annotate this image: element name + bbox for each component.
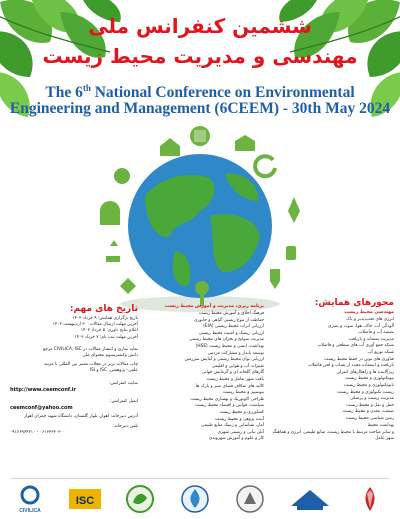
dates-panel	[10, 304, 138, 436]
phone-label: تلفن دبیرخانه:	[112, 423, 138, 429]
list-item: ریزآلاینده ها و راهکارهای کنترلی	[336, 369, 394, 375]
date-item: آخرین مهلت ثبت نام: ۷ خرداد ۱۴۰۳	[74, 334, 138, 340]
plant-icon	[286, 246, 296, 260]
list-item: مدیریت سوانح و بحران های محیط زیستی	[189, 337, 264, 343]
list-item: تغییرات آب و هوایی و اقلیمی	[211, 363, 264, 369]
site-label: سایت کنفرانس:	[109, 380, 138, 386]
civilica-logo-text: CIVILICA	[19, 508, 41, 514]
list-item: بیوتکنولوژی و محیط زیست	[345, 376, 394, 382]
list-item: آنلن نتانی و زیستی شهری	[217, 429, 264, 435]
list-item: طراحی اکوتوریک و بهسازی محیط زیست	[190, 396, 264, 402]
title-english-line2: Engineering and Management (6CEEM) - 30th May 2024	[9, 100, 391, 118]
indexing-line: نمایه سازی و انتشار مقالات در CIVILICA, ISC مرجع	[42, 346, 138, 352]
indexing-line: چاپ مقالات برتر در مجلات معتبر بین المللی با مرتبه	[44, 362, 138, 368]
date-item: تاریخ برگزاری همایش: ۹ خرداد ۱۴۰۳	[72, 316, 138, 321]
organization-logo	[232, 484, 268, 514]
list-item: سیاست، قوانین و اقتصاد محیط زیست	[195, 403, 264, 409]
topics-list	[266, 317, 394, 429]
list-item: تصفیه آب و فاضلاب	[358, 330, 394, 336]
list-item: مدیریت پسماند و بازیافت	[348, 336, 394, 342]
tree-crown-icon	[195, 281, 209, 295]
title-english-suffix: National Conference on Environmental	[90, 84, 355, 102]
isc-logo-icon	[67, 484, 103, 514]
civilica-logo	[12, 484, 48, 514]
water-org-logo	[177, 484, 213, 514]
title-english-sup: th	[82, 83, 91, 93]
list-item: ارزیابی ریسک و امنیت محیط زیستی	[198, 330, 264, 336]
list-item: کار و علوم و آموزش شهروندی	[208, 436, 264, 442]
email-link[interactable]: ceemconf@yahoo.com	[10, 405, 73, 412]
university-logo	[287, 484, 333, 514]
water-tap-icon	[114, 168, 130, 184]
list-item: ارزیابی اثرات محیط زیستی (EIA)	[203, 324, 264, 330]
list-item: گازهای گلخانه ای و گرمایش جهانی	[201, 370, 264, 376]
title-english	[0, 80, 400, 117]
indexing-line: علمی- پژوهشی، ISC و ISI	[89, 368, 138, 374]
list-item: بهداشت محیط	[367, 422, 394, 428]
indexing-line: دانش وکنسرسیوم محتوای ملی	[82, 353, 138, 359]
list-item: یافت شهر تعامل و محیط زیست	[206, 376, 264, 382]
topics-subheading: مهندسی محیط زیست	[344, 310, 394, 315]
programs-panel	[140, 304, 264, 443]
water-org-logo-icon	[180, 484, 210, 514]
list-item: آینده پژوهی و محیط زیست	[215, 416, 264, 422]
list-item: بیوسپیر و محیط زیست	[222, 390, 264, 396]
programs-list	[140, 311, 264, 443]
topics-panel	[266, 298, 394, 443]
title-persian-line1: ششمین کنفرانس ملی	[88, 14, 312, 38]
list-item: نانوتکنولوژی و محیط زیست	[344, 382, 394, 388]
recycle-icon	[235, 135, 255, 151]
list-item: آمار، شناسایی و ژنتیک منابع طبیعی	[201, 423, 264, 429]
list-item: حمل و نقل و محیط زیست	[346, 402, 394, 408]
bulb-icon	[100, 201, 120, 225]
list-item: مدیریت زیست و پزشکی	[349, 396, 394, 402]
phone-number: ۰۹۱۶۶۹۶۴۲۱۰ - ۰۶۱۳۳۳۳۰۳۰۰	[10, 429, 66, 435]
leaf-icon	[288, 197, 300, 223]
site-link[interactable]: http://www.ceemconf.ir	[10, 386, 76, 393]
topics-footer-note: و سایر مباحث مرتبط با محیط زیست، منابع طبیعی، انرژی و هماهنگ شهر عامل	[272, 430, 394, 442]
plug-icon	[270, 269, 280, 289]
solar-panel-icon	[106, 240, 120, 262]
iran-emblem-icon	[355, 484, 385, 514]
programs-heading: برنامه ریزی، مدیریت و آموزش محیط زیست	[164, 304, 264, 309]
isc-logo	[67, 484, 103, 514]
list-item: زیست تکنولوژی و محیط زیست	[337, 389, 394, 395]
list-item: فناوری های نوین در حفظ محیط زیست	[324, 356, 394, 362]
list-item: آلودگی آب، خاک، هوا، صوت و بصری	[328, 323, 394, 329]
list-item: انرژی های تجدیدپذیر و پاک	[346, 317, 394, 322]
list-item: فرهنگ اخلاق و آموزش محیط زیست	[198, 311, 264, 316]
list-item: ارزیابی توان محیط زیستی و آمایش سرزمین	[184, 357, 264, 363]
list-item: توسعه پایدار و مشارکت مردمی	[207, 350, 264, 356]
footer-divider	[10, 478, 390, 479]
isc-logo-text: ISC	[75, 495, 95, 507]
title-persian-line2: مهندسی و مدیریت محیط زیست	[42, 44, 358, 68]
civilica-logo-icon	[12, 484, 48, 514]
dates-heading: تاریخ های مهم:	[69, 304, 138, 314]
refresh-icon	[255, 156, 275, 176]
sponsor-logos	[12, 482, 388, 516]
university-logo-icon	[287, 484, 333, 514]
date-item: آخرین مهلت ارسال مقالات: ۳۰ اردیبهشت ۱۴۰۳	[52, 322, 138, 328]
list-item: بازیافت و استفاده مجدد از پساب و لجن فاضلاب	[307, 363, 394, 369]
list-item: شبکه توزیع آب	[367, 349, 394, 355]
iran-emblem-logo	[352, 484, 388, 514]
list-item: شبکه جمع آوری آب های سطحی و فاضلاب	[317, 343, 394, 349]
list-item: کشاورزی و محیط زیست	[219, 409, 264, 415]
date-item: اعلام نتایج داوری: ۵ خرداد ۱۴۰۳	[80, 328, 138, 334]
title-english-prefix: The 6	[45, 84, 83, 102]
list-item: بهداشت، ایمنی و محیط زیست (HSE)	[195, 343, 264, 349]
house-icon	[160, 138, 180, 156]
email-label: ایمیل کنفرانس:	[110, 399, 138, 405]
globe-leaf-icon	[120, 278, 136, 294]
environment-org-logo-icon	[125, 484, 155, 514]
organization-logo-icon	[235, 484, 265, 514]
list-item: زمین شناسی محیط زیست	[345, 415, 394, 421]
list-item: کالبد های شکاف فضای سبز و پارک ها	[195, 383, 264, 389]
topics-heading: محورهای همایش:	[314, 298, 394, 308]
list-item: حفاظت از تنوع زیستی گیاهی و جانوری	[194, 317, 264, 323]
globe-illustration	[60, 116, 340, 316]
list-item: صنعت، معدن و محیط زیست	[342, 409, 394, 415]
environment-org-logo	[122, 484, 158, 514]
address-text: آدرس دبیرخانه: اهواز، بلوار گلستان، دانشگاه شهید چمران اهواز	[24, 414, 138, 420]
